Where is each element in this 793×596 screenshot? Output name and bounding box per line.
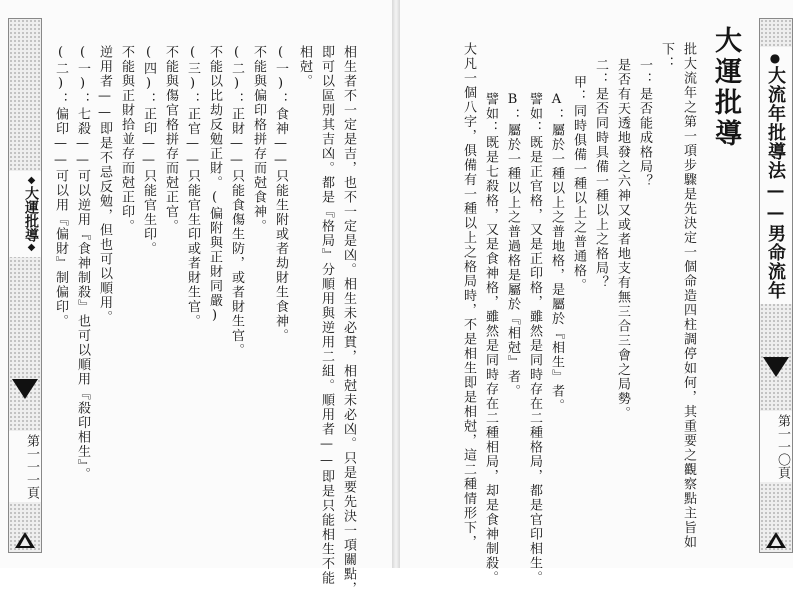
diamond-ornament-icon: ◆: [26, 242, 37, 253]
text-line: 相生者不一定是吉，也不一定是凶。相生未必貫，相尅未必凶。只是要先決一項關點，: [341, 45, 356, 596]
text-line: B：屬於一種以上之普過格是屬於『相尅』者。: [505, 92, 520, 399]
text-line: 不能與傷官格拼存而尅正官。: [163, 45, 178, 234]
text-line: 甲：同時俱備一種以上之普通格。: [571, 75, 586, 293]
page-heading: 大運批導: [710, 26, 741, 150]
mountain-logo-icon: [765, 531, 787, 549]
text-line: 大凡一個八字，俱備有一種以上之格局時，不是相生即是相尅，這二種情形下，: [461, 42, 476, 550]
triangle-down-icon: [763, 357, 789, 377]
left-side-label-text: 大運批導: [23, 186, 39, 242]
text-line: 不能以比劫反勉正財。(偏附與正財同嚴): [207, 45, 222, 325]
left-page-number: 第一一一頁: [9, 431, 41, 502]
text-line: 二：是否同時具備一種以上之格局？: [593, 58, 608, 290]
book-gutter: [392, 0, 400, 568]
left-page: [0, 0, 392, 596]
text-line: 譬如：既是正官格，又是正印格，雖然是同時存在二種格局，都是官印相生。: [527, 92, 542, 585]
text-line: 譬如：既是七殺格，又是食神格，雖然是同時存在二種相局，却是食神制殺。: [483, 92, 498, 585]
right-side-label: [760, 47, 792, 304]
diamond-ornament-icon: ◆: [26, 175, 37, 186]
text-line: (一)：七殺——可以逆用『食神制殺』也可以順用『殺印相生』。: [75, 45, 90, 482]
text-line: 不能與正財拾並存而尅正印。: [119, 45, 134, 234]
text-line: 相尅。: [297, 45, 312, 89]
text-line: 即可以區別其吉凶。都是『格局』分順用與逆用二組。順用者——即是只能相生不能: [319, 45, 334, 586]
right-margin-strip: [759, 18, 793, 553]
right-side-label-text: 大流年批導法——男命流年: [765, 66, 786, 300]
left-margin-strip: [8, 18, 42, 553]
text-line: 是否有天透地發之六神又或者地支有無三合三會之局勢。: [615, 58, 630, 421]
text-line: (一)：食神——只能生附或者劫財生食神。: [273, 45, 288, 343]
text-line: 下：: [659, 42, 674, 71]
text-line: (二)：正財——只能食傷生防，或者財生官。: [229, 45, 244, 358]
circle-ornament-icon: ●: [768, 51, 782, 66]
text-line: 不能與偏印格拼存而尅食神。: [251, 45, 266, 234]
triangle-down-icon: [12, 379, 38, 399]
text-line: 一：是否能成格局？: [637, 58, 652, 189]
left-side-label: [9, 171, 41, 257]
text-line: A：屬於一種以上之普地格，是屬於『相生』者。: [549, 92, 564, 413]
text-line: (三)：正官——只能官生印或者財生官。: [185, 45, 200, 329]
right-page: [400, 0, 793, 585]
right-page-number: 第一一〇頁: [760, 411, 792, 482]
text-line: 逆用者——即是不忌反勉，但也可以順用。: [97, 45, 112, 325]
text-line: 批大流年之第一項步驟是先決定一個命造四柱調停如何，其重要之觀察點主旨如: [681, 42, 696, 550]
mountain-logo-icon: [14, 531, 36, 549]
text-line: (四)：正印——只能官生印。: [141, 45, 156, 256]
text-line: (二)：偏印——可以用『偏財』制偏印。: [53, 45, 68, 329]
